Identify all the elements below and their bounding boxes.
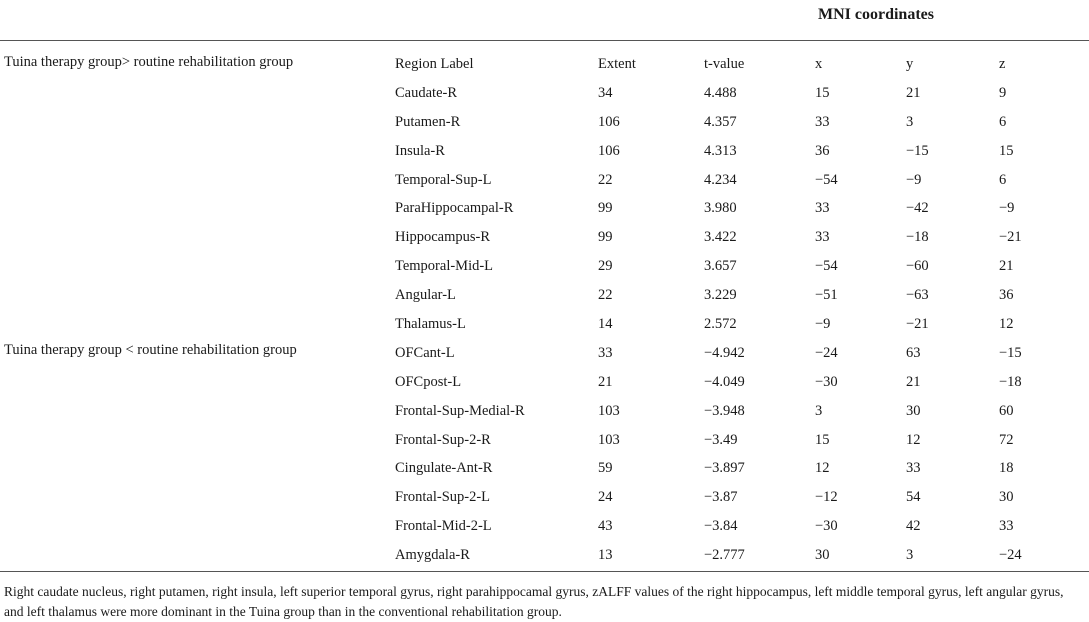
t-value-cell: 3.657 [704, 258, 737, 275]
region-cell: ParaHippocampal-R [395, 200, 514, 217]
col-header-z: z [999, 55, 1006, 72]
table-row [395, 281, 1079, 310]
t-value-cell: 4.357 [704, 113, 737, 130]
x-cell: 15 [815, 84, 830, 101]
top-rule [0, 40, 1089, 41]
t-value-cell: 4.488 [704, 84, 737, 101]
group-label-greater: Tuina therapy group> routine rehabilitation group [4, 54, 294, 70]
z-cell: 33 [999, 518, 1014, 535]
region-cell: Temporal-Mid-L [395, 258, 494, 275]
table-row [395, 426, 1079, 455]
y-cell: 30 [906, 402, 921, 419]
bottom-rule [0, 571, 1089, 572]
t-value-cell: −4.049 [704, 373, 745, 390]
group-label-less: Tuina therapy group < routine rehabilitation group [4, 342, 297, 358]
region-cell: Frontal-Sup-Medial-R [395, 402, 525, 419]
region-cell: Amygdala-R [395, 547, 470, 564]
x-cell: −54 [815, 258, 838, 275]
x-cell: 12 [815, 460, 830, 477]
region-cell: OFCpost-L [395, 373, 462, 390]
table-row [395, 512, 1079, 541]
table-body [395, 79, 1079, 570]
t-value-cell: −3.948 [704, 402, 745, 419]
extent-cell: 34 [598, 84, 613, 101]
extent-cell: 33 [598, 344, 613, 361]
table-row [395, 397, 1079, 426]
extent-cell: 29 [598, 258, 613, 275]
table-row [395, 108, 1079, 137]
x-cell: 33 [815, 113, 830, 130]
y-cell: 21 [906, 373, 921, 390]
region-cell: Thalamus-L [395, 315, 466, 332]
extent-cell: 21 [598, 373, 613, 390]
x-cell: 3 [815, 402, 823, 419]
x-cell: 33 [815, 229, 830, 246]
z-cell: −21 [999, 229, 1022, 246]
z-cell: 9 [999, 84, 1007, 101]
region-cell: Caudate-R [395, 84, 458, 101]
extent-cell: 59 [598, 460, 613, 477]
table-row [395, 339, 1079, 368]
table-row [395, 368, 1079, 397]
z-cell: 15 [999, 142, 1014, 159]
col-header-x: x [815, 55, 823, 72]
t-value-cell: −2.777 [704, 547, 745, 564]
table-row [395, 79, 1079, 108]
x-cell: 30 [815, 547, 830, 564]
z-cell: 60 [999, 402, 1014, 419]
region-cell: Frontal-Mid-2-L [395, 518, 492, 535]
extent-cell: 22 [598, 287, 613, 304]
extent-cell: 22 [598, 171, 613, 188]
table-row [395, 483, 1079, 512]
z-cell: 18 [999, 460, 1014, 477]
x-cell: −24 [815, 344, 838, 361]
region-cell: Cingulate-Ant-R [395, 460, 493, 477]
t-value-cell: −3.897 [704, 460, 745, 477]
y-cell: −21 [906, 315, 929, 332]
t-value-cell: 2.572 [704, 315, 737, 332]
table-row [395, 541, 1079, 570]
z-cell: 6 [999, 113, 1007, 130]
y-cell: 21 [906, 84, 921, 101]
x-cell: −12 [815, 489, 838, 506]
table-row [395, 166, 1079, 195]
t-value-cell: 3.229 [704, 287, 737, 304]
y-cell: 42 [906, 518, 921, 535]
y-cell: −60 [906, 258, 929, 275]
z-cell: 30 [999, 489, 1014, 506]
z-cell: 6 [999, 171, 1007, 188]
t-value-cell: −4.942 [704, 344, 745, 361]
y-cell: 3 [906, 547, 914, 564]
z-cell: 21 [999, 258, 1014, 275]
t-value-cell: 4.313 [704, 142, 737, 159]
x-cell: −30 [815, 373, 838, 390]
y-cell: −18 [906, 229, 929, 246]
z-cell: −15 [999, 344, 1022, 361]
extent-cell: 99 [598, 229, 613, 246]
region-cell: Hippocampus-R [395, 229, 491, 246]
extent-cell: 99 [598, 200, 613, 217]
results-table [395, 50, 1079, 570]
y-cell: 33 [906, 460, 921, 477]
region-cell: Frontal-Sup-2-R [395, 431, 491, 448]
t-value-cell: 4.234 [704, 171, 737, 188]
y-cell: −42 [906, 200, 929, 217]
x-cell: −30 [815, 518, 838, 535]
region-cell: OFCant-L [395, 344, 455, 361]
z-cell: 36 [999, 287, 1014, 304]
y-cell: 54 [906, 489, 921, 506]
x-cell: 33 [815, 200, 830, 217]
z-cell: −18 [999, 373, 1022, 390]
z-cell: 72 [999, 431, 1014, 448]
col-header-y: y [906, 55, 914, 72]
x-cell: −9 [815, 315, 831, 332]
y-cell: 12 [906, 431, 921, 448]
y-cell: 3 [906, 113, 914, 130]
x-cell: −54 [815, 171, 838, 188]
region-cell: Insula-R [395, 142, 445, 159]
table-row [395, 454, 1079, 483]
extent-cell: 103 [598, 402, 620, 419]
y-cell: −9 [906, 171, 922, 188]
t-value-cell: 3.980 [704, 200, 737, 217]
z-cell: 12 [999, 315, 1014, 332]
y-cell: −63 [906, 287, 929, 304]
y-cell: −15 [906, 142, 929, 159]
z-cell: −9 [999, 200, 1015, 217]
col-header-t-value: t-value [704, 55, 745, 72]
x-cell: −51 [815, 287, 838, 304]
extent-cell: 43 [598, 518, 613, 535]
x-cell: 36 [815, 142, 830, 159]
t-value-cell: −3.87 [704, 489, 738, 506]
region-cell: Frontal-Sup-2-L [395, 489, 491, 506]
x-cell: 15 [815, 431, 830, 448]
table-footnote: Right caudate nucleus, right putamen, right insula, left superior temporal gyrus, right parahippocamal gyrus, zALFF values of the right hippocampus, left middle temporal gyrus, left angular gyrus, and left thalamus were more dominant in the Tuina group than in the conventional rehabilitation group. [4, 584, 1064, 619]
t-value-cell: 3.422 [704, 229, 737, 246]
region-cell: Temporal-Sup-L [395, 171, 492, 188]
extent-cell: 14 [598, 315, 613, 332]
col-header-region: Region Label [395, 55, 474, 72]
mni-coordinates-header: MNI coordinates [818, 6, 934, 23]
extent-cell: 106 [598, 142, 620, 159]
table-row [395, 194, 1079, 223]
table-row [395, 252, 1079, 281]
y-cell: 63 [906, 344, 921, 361]
extent-cell: 13 [598, 547, 613, 564]
z-cell: −24 [999, 547, 1022, 564]
t-value-cell: −3.49 [704, 431, 738, 448]
extent-cell: 103 [598, 431, 620, 448]
column-header-row [395, 50, 1079, 79]
table-row [395, 137, 1079, 166]
extent-cell: 106 [598, 113, 620, 130]
table-row [395, 310, 1079, 339]
region-cell: Putamen-R [395, 113, 461, 130]
t-value-cell: −3.84 [704, 518, 738, 535]
table-row [395, 223, 1079, 252]
col-header-extent: Extent [598, 55, 636, 72]
extent-cell: 24 [598, 489, 613, 506]
region-cell: Angular-L [395, 287, 456, 304]
